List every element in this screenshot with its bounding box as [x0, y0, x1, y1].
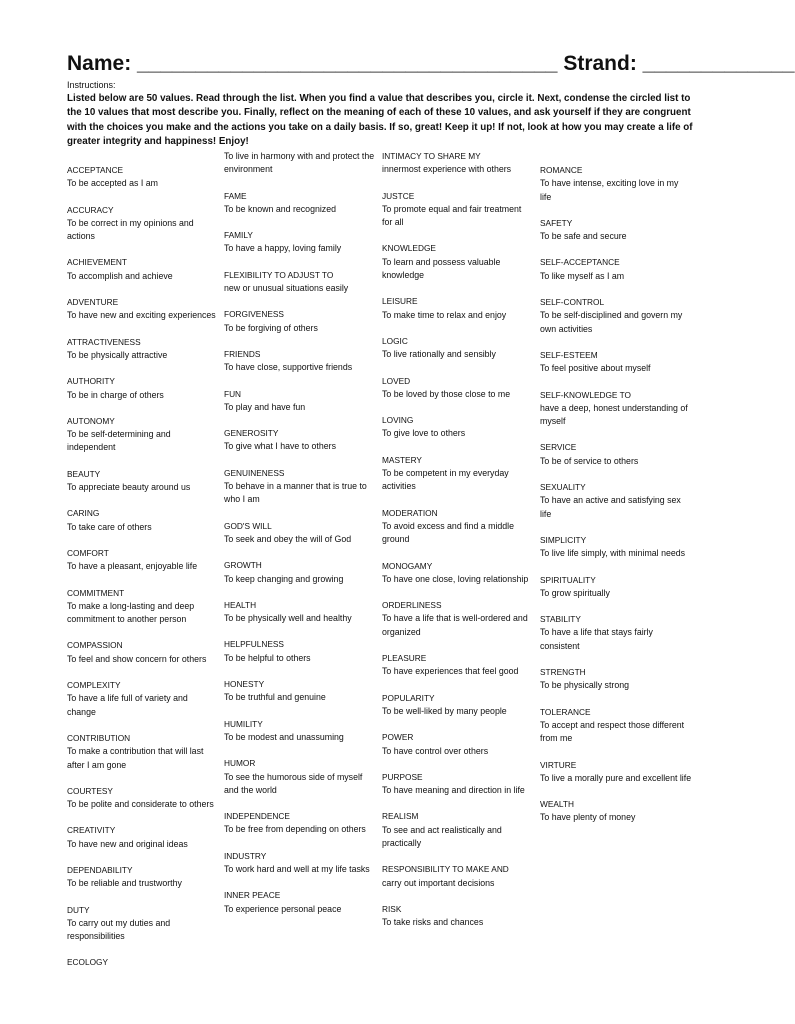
value-entry[interactable]: [67, 679, 219, 719]
value-description: To live a morally pure and excellent life: [540, 772, 692, 783]
value-entry[interactable]: [224, 757, 376, 797]
value-entry[interactable]: [67, 164, 219, 191]
value-title: STRENGTH: [540, 667, 586, 678]
value-title: HELPFULNESS: [224, 639, 284, 650]
value-entry[interactable]: [382, 150, 534, 177]
value-title: KNOWLEDGE: [382, 243, 436, 254]
value-description: To accomplish and achieve: [67, 270, 173, 281]
value-description: To accept and respect those different from me: [540, 719, 685, 744]
value-title: LOVED: [382, 375, 411, 386]
value-title: AUTHORITY: [67, 376, 115, 387]
value-title: SIMPLICITY: [540, 534, 587, 545]
value-description: To be truthful and genuine: [224, 692, 326, 703]
value-entry[interactable]: [67, 904, 219, 944]
value-entry[interactable]: [540, 164, 692, 204]
value-description: To be modest and unassuming: [224, 731, 344, 742]
value-description: To have an active and satisfying sex life: [540, 495, 681, 519]
value-description: To have new and original ideas: [67, 838, 188, 849]
value-description: To live life simply, with minimal needs: [540, 548, 686, 559]
value-title: ACCEPTANCE: [67, 165, 124, 175]
value-entry[interactable]: [224, 718, 376, 745]
value-entry[interactable]: [540, 706, 692, 746]
value-entry[interactable]: [67, 956, 219, 969]
value-title: LOGIC: [382, 335, 408, 346]
value-description: To live rationally and sensibly: [382, 349, 496, 360]
value-entry[interactable]: [540, 613, 692, 653]
value-description: To feel and show concern for others: [67, 653, 207, 664]
value-title: ADVENTURE: [67, 297, 119, 308]
value-description: To be reliable and trustworthy: [67, 878, 182, 889]
value-title: COURTESY: [67, 785, 113, 796]
value-title: COMPLEXITY: [67, 680, 121, 691]
value-description: To take care of others: [67, 521, 152, 532]
value-description: To be self-disciplined and govern my own activities: [540, 310, 683, 334]
value-entry[interactable]: [540, 256, 692, 283]
value-title: SERVICE: [540, 442, 577, 453]
value-entry[interactable]: [224, 190, 376, 217]
value-title: COMPASSION: [67, 640, 123, 651]
values-column-3: [382, 150, 534, 942]
value-description: To like myself as I am: [540, 270, 625, 281]
value-title: INDEPENDENCE: [224, 811, 290, 822]
value-entry[interactable]: [382, 190, 534, 230]
value-description: To take risks and chances: [382, 917, 484, 928]
value-title: LOVING: [382, 415, 414, 426]
value-title: MONOGAMY: [382, 560, 433, 571]
value-title: ACHIEVEMENT: [67, 257, 127, 268]
strand-field-label: Strand: _____________: [563, 52, 795, 75]
value-entry[interactable]: [224, 810, 376, 837]
value-title: POPULARITY: [382, 692, 435, 703]
value-entry[interactable]: [382, 560, 534, 587]
value-description: To be physically attractive: [67, 349, 168, 360]
value-title: ROMANCE: [540, 165, 583, 175]
value-entry[interactable]: [224, 678, 376, 705]
value-title: SELF-ESTEEM: [540, 349, 598, 360]
values-column-1: [67, 164, 219, 983]
instructions-label: Instructions:: [67, 80, 116, 90]
value-entry[interactable]: [382, 903, 534, 930]
value-entry[interactable]: [224, 388, 376, 415]
value-title: VIRTURE: [540, 759, 577, 770]
value-title: CARING: [67, 508, 100, 519]
values-column-4: [540, 164, 692, 838]
value-description: To have a life that is well-ordered and organized: [382, 613, 528, 637]
value-description: To feel positive about myself: [540, 363, 651, 374]
value-title: ATTRACTIVENESS: [67, 336, 141, 347]
value-title: MODERATION: [382, 507, 438, 518]
value-entry[interactable]: [224, 559, 376, 586]
value-entry[interactable]: [224, 269, 376, 296]
value-title: HEALTH: [224, 599, 257, 610]
value-description: To make a long-lasting and deep commitment to another person: [67, 600, 195, 625]
value-title: INTIMACY TO SHARE MY: [382, 151, 481, 161]
value-entry[interactable]: [67, 336, 219, 363]
value-description: To give love to others: [382, 428, 466, 439]
value-description: have a deep, honest understanding of myself: [540, 402, 688, 427]
value-entry[interactable]: [224, 150, 376, 177]
value-description: To be helpful to others: [224, 652, 311, 663]
value-title: GENEROSITY: [224, 428, 279, 439]
value-description: To be safe and secure: [540, 231, 627, 242]
value-title: INNER PEACE: [224, 890, 281, 901]
value-entry[interactable]: [67, 507, 219, 534]
header: [67, 50, 795, 78]
value-description: To be self-determining and independent: [67, 429, 171, 453]
value-description: To have control over others: [382, 745, 489, 756]
value-entry[interactable]: [540, 217, 692, 244]
value-description: To be accepted as I am: [67, 178, 158, 189]
value-entry[interactable]: [67, 296, 219, 323]
value-description: innermost experience with others: [382, 164, 512, 175]
value-title: FORGIVENESS: [224, 309, 284, 320]
value-description: To make a contribution that will last after I am gone: [67, 746, 204, 770]
value-title: REALISM: [382, 811, 419, 822]
value-description: To carry out my duties and responsibilities: [67, 917, 171, 942]
value-title: ECOLOGY: [67, 957, 109, 968]
value-description: To be competent in my everyday activities: [382, 468, 509, 492]
value-description: To have one close, loving relationship: [382, 573, 529, 584]
instructions-text: Listed below are 50 values. Read through the list. When you find a value that describes you, circle it. Next, condense the circled list to the 10 values that most describe you. Finally, reflect on the meaning of each of these 10 values, and ask yourself if they are congruent with the choices you make and the actions you take on a daily basis. If so, great! Keep it up! If not, look at how you may create a life of greater integrity and happiness! Enjoy!: [67, 93, 693, 147]
value-title: DEPENDABILITY: [67, 864, 133, 875]
value-description: To seek and obey the will of God: [224, 533, 352, 544]
value-entry[interactable]: [224, 850, 376, 877]
value-entry[interactable]: [382, 652, 534, 679]
value-entry[interactable]: [224, 427, 376, 454]
value-title: CONTRIBUTION: [67, 732, 131, 743]
value-description: To be physically well and healthy: [224, 613, 352, 624]
value-description: To have a happy, loving family: [224, 243, 342, 254]
value-title: SELF-ACCEPTANCE: [540, 257, 620, 268]
value-entry[interactable]: [382, 507, 534, 547]
value-description: new or unusual situations easily: [224, 283, 349, 294]
value-title: RESPONSIBILITY TO MAKE AND: [382, 864, 509, 875]
value-description: To avoid excess and find a middle ground: [382, 520, 515, 545]
value-entry[interactable]: [540, 666, 692, 693]
value-description: To see the humorous side of myself and the world: [224, 771, 363, 795]
value-title: RISK: [382, 903, 402, 914]
value-title: DUTY: [67, 904, 90, 915]
value-description: To have plenty of money: [540, 812, 636, 823]
value-title: PURPOSE: [382, 771, 423, 782]
value-description: To make time to relax and enjoy: [382, 309, 507, 320]
value-description: carry out important decisions: [382, 877, 495, 888]
value-description: To be loved by those close to me: [382, 388, 511, 399]
value-title: AUTONOMY: [67, 415, 115, 426]
value-entry[interactable]: [382, 692, 534, 719]
value-description: To have intense, exciting love in my life: [540, 178, 679, 202]
value-entry[interactable]: [67, 732, 219, 772]
value-title: GROWTH: [224, 560, 262, 571]
value-description: To experience personal peace: [224, 903, 342, 914]
value-entry[interactable]: [224, 520, 376, 547]
value-title: HUMOR: [224, 758, 256, 769]
value-title: JUSTCE: [382, 190, 415, 201]
value-entry[interactable]: [224, 889, 376, 916]
value-title: STABILITY: [540, 614, 581, 625]
value-description: To have a pleasant, enjoyable life: [67, 561, 198, 572]
value-entry[interactable]: [67, 547, 219, 574]
value-title: COMMITMENT: [67, 587, 125, 598]
value-title: ACCURACY: [67, 204, 114, 215]
value-description: To have meaning and direction in life: [382, 785, 525, 796]
value-entry[interactable]: [67, 415, 219, 455]
value-description: To be well-liked by many people: [382, 705, 507, 716]
value-description: To be in charge of others: [67, 389, 164, 400]
value-title: HUMILITY: [224, 718, 263, 729]
value-entry[interactable]: [224, 599, 376, 626]
value-entry[interactable]: [67, 256, 219, 283]
value-description: To learn and possess valuable knowledge: [382, 256, 501, 281]
value-title: TOLERANCE: [540, 706, 591, 717]
value-description: To promote equal and fair treatment for all: [382, 203, 522, 228]
value-entry[interactable]: [67, 639, 219, 666]
value-title: PLEASURE: [382, 653, 427, 664]
value-description: To be known and recognized: [224, 203, 336, 214]
value-entry[interactable]: [382, 863, 534, 890]
value-description: To behave in a manner that is true to who I am: [224, 481, 367, 505]
value-entry[interactable]: [540, 389, 692, 429]
value-title: COMFORT: [67, 547, 109, 558]
value-title: SELF-KNOWLEDGE TO: [540, 389, 631, 400]
value-entry[interactable]: [382, 242, 534, 282]
value-entry[interactable]: [540, 296, 692, 336]
value-description: To have a life that stays fairly consistent: [540, 627, 653, 651]
value-title: FLEXIBILITY TO ADJUST TO: [224, 269, 334, 280]
value-entry[interactable]: [540, 349, 692, 376]
value-title: FAME: [224, 190, 247, 201]
value-entry[interactable]: [382, 771, 534, 798]
value-entry[interactable]: [540, 534, 692, 561]
value-title: INDUSTRY: [224, 850, 267, 861]
value-description: To be free from depending on others: [224, 824, 366, 835]
value-title: CREATIVITY: [67, 825, 116, 836]
value-entry[interactable]: [224, 638, 376, 665]
value-entry[interactable]: [540, 481, 692, 521]
value-title: SPIRITUALITY: [540, 574, 596, 585]
value-description: To be polite and considerate to others: [67, 799, 214, 810]
value-entry[interactable]: [382, 810, 534, 850]
value-entry[interactable]: [382, 731, 534, 758]
value-description: To work hard and well at my life tasks: [224, 863, 370, 874]
value-title: BEAUTY: [67, 468, 101, 479]
value-entry[interactable]: [67, 864, 219, 891]
value-entry[interactable]: [67, 375, 219, 402]
value-entry[interactable]: [540, 759, 692, 786]
value-description: To give what I have to others: [224, 441, 336, 452]
value-entry[interactable]: [67, 824, 219, 851]
value-entry[interactable]: [224, 348, 376, 375]
value-description: To be correct in my opinions and actions: [67, 217, 194, 242]
value-title: LEISURE: [382, 296, 418, 307]
value-entry[interactable]: [540, 441, 692, 468]
value-entry[interactable]: [382, 335, 534, 362]
value-entry[interactable]: [540, 574, 692, 601]
values-column-2: [224, 150, 376, 929]
value-description: To see and act realistically and practically: [382, 824, 502, 848]
value-description: To be physically strong: [540, 680, 629, 691]
value-title: MASTERY: [382, 454, 422, 465]
value-description: To have a life full of variety and change: [67, 693, 188, 717]
value-description: To appreciate beauty around us: [67, 482, 191, 493]
value-title: FUN: [224, 388, 242, 399]
value-description: To have close, supportive friends: [224, 362, 353, 373]
value-title: FRIENDS: [224, 348, 261, 359]
value-entry[interactable]: [67, 468, 219, 495]
value-entry[interactable]: [540, 798, 692, 825]
value-description: To play and have fun: [224, 401, 306, 412]
value-title: ORDERLINESS: [382, 600, 442, 611]
value-entry[interactable]: [224, 229, 376, 256]
value-title: POWER: [382, 732, 414, 743]
value-description: To grow spiritually: [540, 587, 610, 598]
value-entry[interactable]: [67, 204, 219, 244]
value-title: FAMILY: [224, 230, 253, 241]
value-description: To keep changing and growing: [224, 573, 344, 584]
value-entry[interactable]: [67, 785, 219, 812]
value-description: To have new and exciting experiences: [67, 310, 216, 321]
value-title: GOD'S WILL: [224, 520, 272, 531]
value-description: To be forgiving of others: [224, 322, 318, 333]
value-title: HONESTY: [224, 679, 265, 690]
value-description: To be of service to others: [540, 455, 639, 466]
value-entry[interactable]: [382, 454, 534, 494]
value-entry[interactable]: [382, 375, 534, 402]
value-title: GENUINENESS: [224, 467, 285, 478]
value-entry[interactable]: [382, 414, 534, 441]
value-entry[interactable]: [67, 587, 219, 627]
value-title: SAFETY: [540, 217, 573, 228]
value-description: To live in harmony with and protect the environment: [224, 151, 375, 175]
value-title: SEXUALITY: [540, 482, 586, 493]
name-field-label: Name: ____________________________________: [67, 52, 558, 75]
value-title: SELF-CONTROL: [540, 297, 605, 308]
value-description: To have experiences that feel good: [382, 666, 519, 677]
value-entry[interactable]: [224, 308, 376, 335]
value-entry[interactable]: [382, 599, 534, 639]
value-title: WEALTH: [540, 799, 574, 810]
value-entry[interactable]: [382, 295, 534, 322]
value-entry[interactable]: [224, 467, 376, 507]
